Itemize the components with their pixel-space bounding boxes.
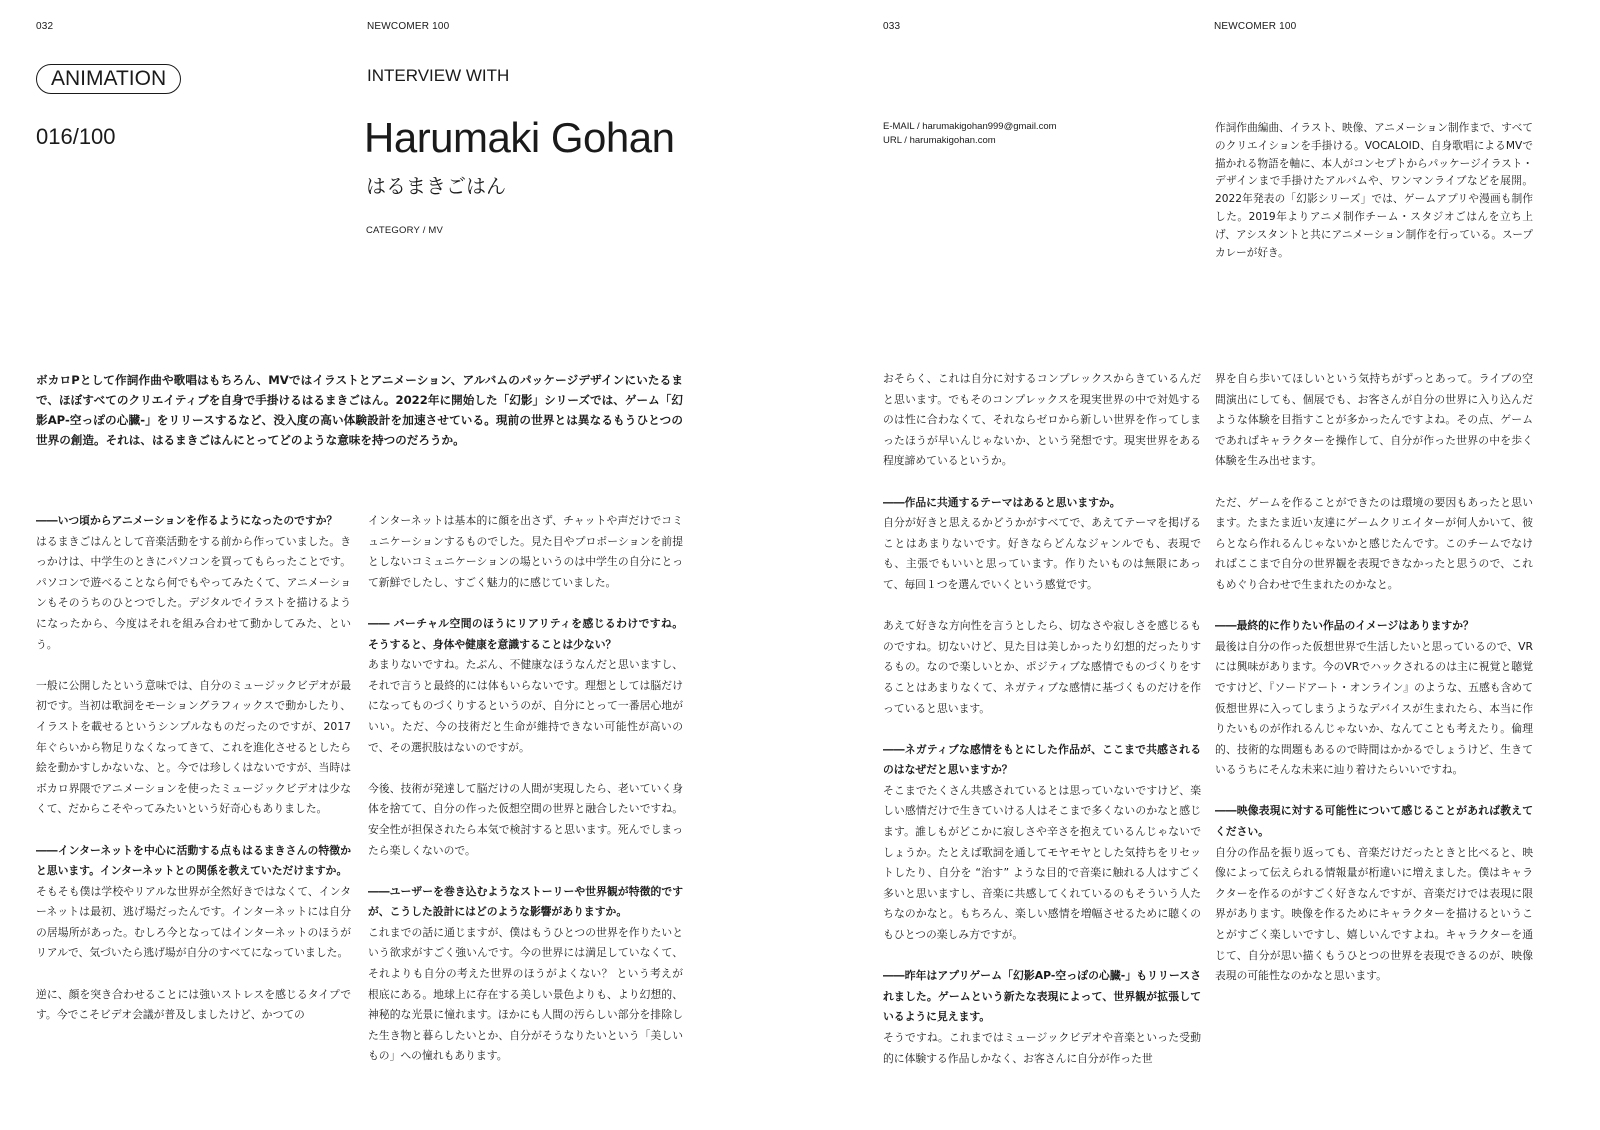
left-page-column-1 <box>36 511 351 1071</box>
interview-question: ――最終的に作りたい作品のイメージはありますか？ <box>1215 619 1474 633</box>
page-number-left: 032 <box>36 21 54 32</box>
interview-answer: 自分の作品を振り返っても、音楽だけだったときと比べると、映像によって伝えられる情報量が桁違いに増えました。僕はキャラクターを作るのがすごく好きなんですが、音楽だけでは表現に限界があります。映像を作るためにキャラクターを描けるということがすごく楽しいですし、嬉しいんですよね。キャラクターを通じて、自分が思い描くもうひとつの世界を表現できるのが、映像表現の可能性なのかなと思います。 <box>1215 845 1533 983</box>
interview-question: ――ネガティブな感情をもとにした作品が、ここまで共感されるのはなぜだと思いますか？ <box>883 742 1201 777</box>
interview-answer: あまりないですね。たぶん、不健康なほうなんだと思いますし、それで言うと最終的には体もいらないです。理想としては脳だけになってものづくりするというのが、自分にとって一番居心地がいい。ただ、今の技術だと生命が維持できない可能性が高いので、その選択肢はないのですが。 <box>368 658 683 754</box>
interview-answer: 界を自ら歩いてほしいという気持ちがずっとあって。ライブの空間演出にしても、個展でも、お客さんが自分の世界に入り込んだような体験を目指すことが多かったんですよね。その点、ゲームであればキャラクターを操作して、自分が作った世界の中を歩く体験を生み出せます。 <box>1215 372 1533 468</box>
right-page-column-1 <box>883 369 1201 1069</box>
left-page-column-2 <box>368 511 683 1071</box>
interview-answer: 一般に公開したという意味では、自分のミュージックビデオが最初です。当初は歌詞をモーショングラフィックスで動かしたり、イラストを載せるというシンプルなものだったのですが、2017年ぐらいから物足りなくなってきて、これを進化させるとしたら絵を動かすしかないな、と。今では珍しくはないですが、当時はボカロ界隈でアニメーションを使ったミュージックビデオは少なくて、だからこそやってみたいという好奇心もありました。 <box>36 678 351 816</box>
interview-answer: 逆に、顔を突き合わせることには強いストレスを感じるタイプです。今でこそビデオ会議が普及しましたけど、かつての <box>36 987 351 1022</box>
interview-question: ――昨年はアプリゲーム「幻影AP-空っぽの心臓-」もリリースされました。ゲームという新たな表現によって、世界観が拡張しているように見えます。 <box>883 969 1201 1024</box>
interview-answer: 最後は自分の作った仮想世界で生活したいと思っているので、VRには興味があります。今のVRでハックされるのは主に視覚と聴覚ですけど、『ソードアート・オンライン』のような、五感も含めて仮想世界に入ってしまうようなデバイスが生まれたら、本当に作りたいものが作れるんじゃないか、なんてことも考えたり。倫理的、技術的な問題もあるので時間はかかるでしょうけど、生きているうちにそんな未来に辿り着けたらいいですね。 <box>1215 639 1533 777</box>
interview-answer: ただ、ゲームを作ることができたのは環境の要因もあったと思います。たまたま近い友達にゲームクリエイターが何人かいて、彼らとなら作れるんじゃないかと感じたんです。このチームでなければここまで自分の世界観を表現できなかったと思うので、これもめぐり合わせで生まれたのかなと。 <box>1215 495 1533 591</box>
interview-answer: おそらく、これは自分に対するコンプレックスからきているんだと思います。でもそのコンプレックスを現実世界の中で対処するのは性に合わなくて、それならゼロから新しい世界を作ってしまったほうが早いんじゃないか、という発想です。現実世界をある程度諦めているというか。 <box>883 372 1201 468</box>
category-label: CATEGORY / MV <box>366 225 444 236</box>
interview-question: ―― バーチャル空間のほうにリアリティを感じるわけですね。そうすると、身体や健康を意識することは少ない？ <box>368 616 683 651</box>
contact-url: URL / harumakigohan.com <box>883 135 996 146</box>
interview-answer: あえて好きな方向性を言うとしたら、切なさや寂しさを感じるものですね。切ないけど、見た目は美しかったり幻想的だったりするもの。なので楽しいとか、ポジティブな感情でものづくりをすることはあまりなくて、ネガティブな感情に基づくものだけを作っていると思います。 <box>883 619 1201 715</box>
magazine-title-left: NEWCOMER 100 <box>367 21 450 32</box>
interview-question: ――ユーザーを巻き込むようなストーリーや世界観が特徴的ですが、こうした設計にはどのような影響がありますか。 <box>368 884 683 919</box>
interview-question: ――インターネットを中心に活動する点もはるまきさんの特徴かと思います。インターネットとの関係を教えていただけますか。 <box>36 843 351 878</box>
interview-question: ――作品に共通するテーマはあると思いますか。 <box>883 495 1121 509</box>
interview-label: INTERVIEW WITH <box>367 66 510 85</box>
right-page-column-2 <box>1215 369 1533 1069</box>
interview-question: ――映像表現に対する可能性について感じることがあれば教えてください。 <box>1215 804 1533 839</box>
interview-answer: そこまでたくさん共感されているとは思っていないですけど、楽しい感情だけで生きていける人はそこまで多くないのかなと感じます。誰しもがどこかに寂しさや辛さを抱えているんじゃないでしょうか。たとえば歌詞を通してモヤモヤとした気持ちをリセットしたり、自分を “治す” ような目的で音楽に触れる人はすごく多いと思いますし、音楽に共感してくれているのもそういう人たちなのかなと。もちろん、楽しい感情を増幅させるために聴くのもひとつの楽しみ方ですが。 <box>883 783 1201 942</box>
lead-paragraph: ボカロPとして作詞作曲や歌唱はもちろん、MVではイラストとアニメーション、アルバムのパッケージデザインにいたるまで、ほぼすべてのクリエイティブを自身で手掛けるはるまきごはん。2022年に開始した「幻影」シリーズでは、ゲーム「幻影AP-空っぽの心臓-」をリリースするなど、没入度の高い体験設計を加速させている。現前の世界とは異なるもうひとつの世界の創造。それは、はるまきごはんにとってどのような意味を持つのだろうか。 <box>36 373 683 447</box>
interview-answer: 自分が好きと思えるかどうかがすべてで、あえてテーマを掲げることはあまりないです。好きならどんなジャンルでも、表現でも、主張でもいいと思っています。作りたいものは無限にあって、毎回１つを選んでいくという感覚です。 <box>883 516 1201 591</box>
interview-answer: 今後、技術が発達して脳だけの人間が実現したら、老いていく身体を捨てて、自分の作った仮想空間の世界と融合したいですね。安全性が担保されたら本気で検討すると思います。死んでしまったら楽しくないので。 <box>368 781 683 857</box>
interview-answer: インターネットは基本的に顔を出さず、チャットや声だけでコミュニケーションするものでした。見た目やプロポーションを前提としないコミュニケーションの場というのは中学生の自分にとって新鮮でしたし、すごく魅力的に感じていました。 <box>368 514 683 589</box>
contact-email: E-MAIL / harumakigohan999@gmail.com <box>883 121 1057 132</box>
interview-answer: これまでの話に通じますが、僕はもうひとつの世界を作りたいという欲求がすごく強いんです。今の世界には満足していなくて、それよりも自分の考えた世界のほうがよくない？ という考えが根底にある。地球上に存在する美しい景色よりも、より幻想的、神秘的な光景に憧れます。ほかにも人間の汚らしい部分を排除した生き物と暮らしたいとか、自分がそうなりたいという「美しいもの」への憧れもあります。 <box>368 925 683 1063</box>
profile-bio: 作詞作曲編曲、イラスト、映像、アニメーション制作まで、すべてのクリエイションを手掛ける。VOCALOID、自身歌唱によるMVで描かれる物語を軸に、本人がコンセプトからパッケージイラスト・デザインまで手掛けたアルバムや、ワンマンライブなどを展開。2022年発表の「幻影シリーズ」では、ゲームアプリや漫画も制作した。2019年よりアニメ制作チーム・スタジオごはんを立ち上げ、アシスタントと共にアニメーション制作を行っている。スープカレーが好き。 <box>1215 122 1533 259</box>
interviewee-name-kana: はるまきごはん <box>366 174 506 198</box>
interview-answer: そもそも僕は学校やリアルな世界が全然好きではなくて、インターネットは最初、逃げ場だったんです。インターネットには自分の居場所があった。むしろ今となってはインターネットのほうがリアルで、気づいたら逃げ場が自分のすべてになっていました。 <box>36 884 351 960</box>
interview-question: ――いつ頃からアニメーションを作るようになったのですか？ <box>36 514 338 527</box>
magazine-title-right: NEWCOMER 100 <box>1214 21 1297 32</box>
page-number-right: 033 <box>883 21 901 32</box>
category-tag: ANIMATION <box>36 64 181 94</box>
interview-answer: そうですね。これまではミュージックビデオや音楽といった受動的に体験する作品しかなく、お客さんに自分が作った世 <box>883 1031 1201 1065</box>
serial-number: 016/100 <box>36 124 116 149</box>
interview-answer: はるまきごはんとして音楽活動をする前から作っていました。きっかけは、中学生のときにパソコンを買ってもらったことです。パソコンで遊べることなら何でもやってみたくて、アニメーションもそのうちのひとつでした。デジタルでイラストを描けるようになったから、今度はそれを組み合わせて動かしてみた、という。 <box>36 534 351 651</box>
interviewee-name: Harumaki Gohan <box>364 114 675 161</box>
